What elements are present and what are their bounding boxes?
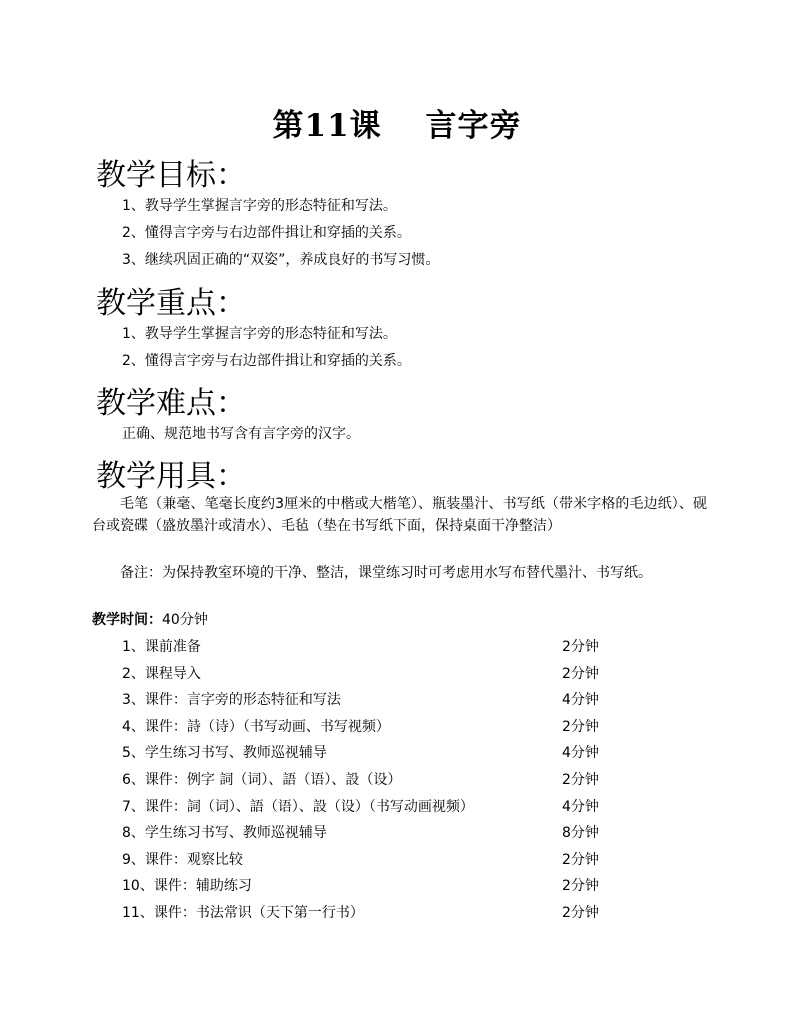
schedule-item-duration: 2分钟: [562, 665, 599, 682]
schedule-item-duration: 2分钟: [562, 878, 599, 895]
schedule-item-duration: 2分钟: [562, 718, 599, 735]
goal-item: 1、教导学生掌握言字旁的形态特征和写法。: [122, 198, 397, 214]
schedule-item-name: 4、课件：詩（诗）（书写动画、书写视频）: [122, 718, 390, 735]
schedule-row: [122, 871, 602, 898]
tools-note: 备注：为保持教室环境的干净、整洁，课堂练习时可考虑用水写布替代墨汁、书写纸。: [120, 565, 652, 581]
goals-heading: 教学目标：: [96, 158, 246, 193]
schedule-item-name: 9、课件：观察比较: [122, 851, 243, 868]
teaching-time-label: 教学时间：: [92, 612, 162, 628]
schedule-row: [122, 632, 602, 659]
schedule-item-duration: 4分钟: [562, 745, 599, 762]
schedule-list: [122, 632, 602, 925]
schedule-row: [122, 898, 602, 925]
schedule-row: [122, 765, 602, 792]
schedule-item-name: 2、课程导入: [122, 665, 201, 682]
schedule-row: [122, 685, 602, 712]
key-point-item: 1、教导学生掌握言字旁的形态特征和写法。: [122, 326, 397, 342]
schedule-item-name: 6、课件：例字 詞（词）、語（语）、設（设）: [122, 771, 402, 788]
schedule-item-duration: 4分钟: [562, 692, 599, 709]
goal-item: 2、懂得言字旁与右边部件揖让和穿插的关系。: [122, 225, 411, 241]
schedule-row: [122, 738, 602, 765]
schedule-item-name: 3、课件：言字旁的形态特征和写法: [122, 692, 341, 709]
schedule-item-name: 10、课件：辅助练习: [122, 878, 252, 895]
schedule-item-duration: 8分钟: [562, 825, 599, 842]
schedule-row: [122, 818, 602, 845]
lesson-title: 第11课 言字旁: [272, 108, 522, 144]
teaching-time: [92, 609, 208, 629]
tools-paragraph: 毛笔（兼毫、笔毫长度约3厘米的中楷或大楷笔）、瓶装墨汁、书写纸（带米字格的毛边纸）、砚台或瓷碟（盛放墨汁或清水）、毛毡（垫在书写纸下面，保持桌面干净整洁）: [92, 496, 707, 534]
key-point-item: 2、懂得言字旁与右边部件揖让和穿插的关系。: [122, 353, 411, 369]
key-points-heading: 教学重点：: [96, 286, 246, 321]
schedule-row: [122, 712, 602, 739]
schedule-item-name: 1、课前准备: [122, 639, 201, 655]
schedule-row: [122, 845, 602, 872]
schedule-item-duration: 2分钟: [562, 771, 599, 788]
schedule-item-duration: 2分钟: [562, 851, 599, 868]
schedule-item-name: 8、学生练习书写、教师巡视辅导: [122, 825, 327, 842]
schedule-item-duration: 2分钟: [562, 639, 599, 655]
schedule-item-name: 7、课件：詞（词）、語（语）、設（设）（书写动画视频）: [122, 798, 474, 815]
schedule-item-name: 11、课件：书法常识（天下第一行书）: [122, 904, 364, 921]
difficulty-item: 正确、规范地书写含有言字旁的汉字。: [122, 426, 360, 442]
schedule-row: [122, 659, 602, 686]
schedule-item-duration: 4分钟: [562, 798, 599, 815]
schedule-item-name: 5、学生练习书写、教师巡视辅导: [122, 745, 327, 762]
goal-item: 3、继续巩固正确的“双姿”，养成良好的书写习惯。: [122, 252, 440, 268]
tools-heading: 教学用具：: [96, 459, 246, 494]
teaching-time-value: 40分钟: [162, 612, 208, 628]
schedule-item-duration: 2分钟: [562, 904, 599, 921]
difficulties-heading: 教学难点：: [96, 386, 246, 421]
schedule-row: [122, 792, 602, 819]
